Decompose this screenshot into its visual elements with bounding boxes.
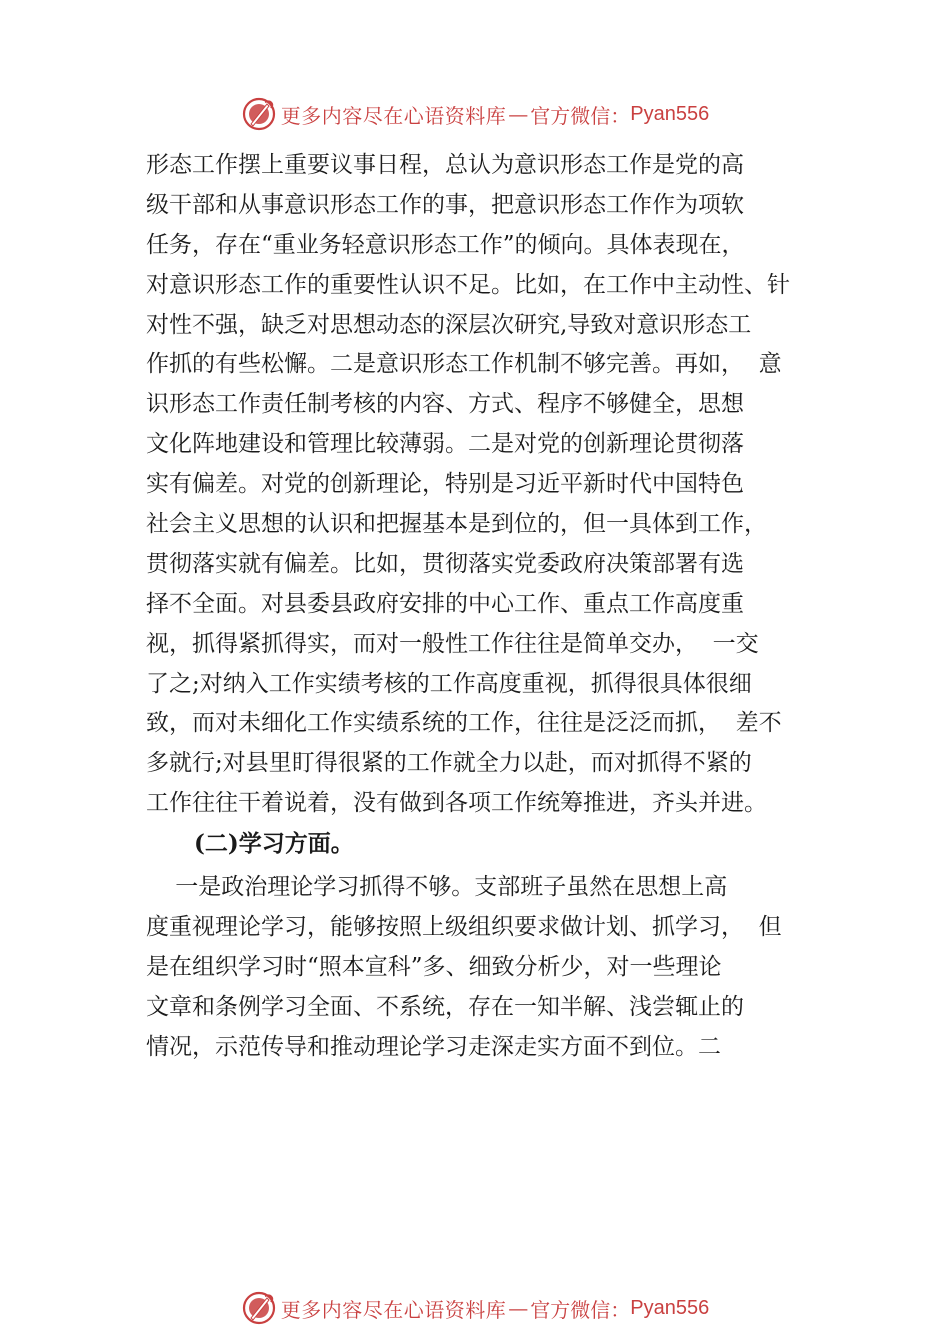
paragraph-ideology	[146, 146, 818, 824]
separator: —	[508, 102, 529, 126]
text-line: 择不全面。对县委县政府安排的中心工作、重点工作高度重	[146, 590, 744, 617]
text-line: 贯彻落实就有偏差。比如，贯彻落实党委政府决策部署有选	[146, 550, 744, 577]
text-line: 是在组织学习时“照本宣科”多、细致分析少，对一些理论	[146, 953, 722, 980]
text-line: 形态工作摆上重要议事日程，总认为意识形态工作是党的高	[146, 152, 744, 178]
quill-seal-icon	[241, 1290, 277, 1326]
text-line: 对性不强，缺乏对思想动态的深层次研究,导致对意识形态工	[146, 311, 752, 338]
wechat-label: 官方微信：	[530, 1297, 631, 1322]
text-line: 文化阵地建设和管理比较薄弱。二是对党的创新理论贯彻落	[146, 431, 744, 458]
text-line: 情况，示范传导和推动理论学习走深走实方面不到位。二	[146, 1033, 721, 1060]
wechat-id: Pyan556	[630, 1296, 710, 1319]
text-line: 度重视理论学习，能够按照上级组织要求做计划、抓学习， 但	[146, 914, 782, 941]
text-line: 任务，存在“重业务轻意识形态工作”的倾向。具体表现在，	[146, 231, 745, 258]
text-line: 对意识形态工作的重要性认识不足。比如，在工作中主动性、针	[146, 271, 790, 298]
wechat-label: 官方微信：	[530, 103, 631, 128]
footer-watermark-banner	[0, 1286, 950, 1330]
text-line: 工作往往干着说着，没有做到各项工作统筹推进，齐头并进。	[146, 790, 767, 817]
header-watermark-banner	[0, 92, 950, 136]
text-line: 文章和条例学习全面、不系统，存在一知半解、浅尝辄止的	[146, 993, 744, 1020]
brand-name: 更多内容尽在心语资料库	[280, 1297, 507, 1322]
text-line: 多就行;对县里盯得很紧的工作就全力以赴，而对抓得不紧的	[146, 750, 752, 777]
paragraph-study	[146, 868, 818, 1067]
brand-name: 更多内容尽在心语资料库	[280, 103, 507, 128]
wechat-id: Pyan556	[630, 102, 710, 125]
text-line: 一是政治理论学习抓得不够。支部班子虽然在思想上高	[146, 874, 728, 901]
section-heading-study: (二)学习方面。	[194, 830, 354, 858]
text-line: 识形态工作责任制考核的内容、方式、程序不够健全，思想	[146, 391, 744, 418]
text-line: 作抓的有些松懈。二是意识形态工作机制不够完善。再如， 意	[146, 351, 782, 378]
text-line: 致，而对未细化工作实绩系统的工作，往往是泛泛而抓， 差不	[146, 710, 782, 737]
text-line: 视，抓得紧抓得实，而对一般性工作往往是简单交办， 一交	[146, 630, 759, 657]
document-body	[146, 146, 818, 1068]
text-line: 社会主义思想的认识和把握基本是到位的，但一具体到工作，	[146, 511, 767, 538]
quill-seal-icon	[241, 96, 277, 132]
text-line: 级干部和从事意识形态工作的事，把意识形态工作作为项软	[146, 191, 744, 218]
separator: —	[508, 1296, 529, 1320]
text-line: 了之;对纳入工作实绩考核的工作高度重视，抓得很具体很细	[146, 670, 752, 697]
text-line: 实有偏差。对党的创新理论，特别是习近平新时代中国特色	[146, 471, 744, 498]
